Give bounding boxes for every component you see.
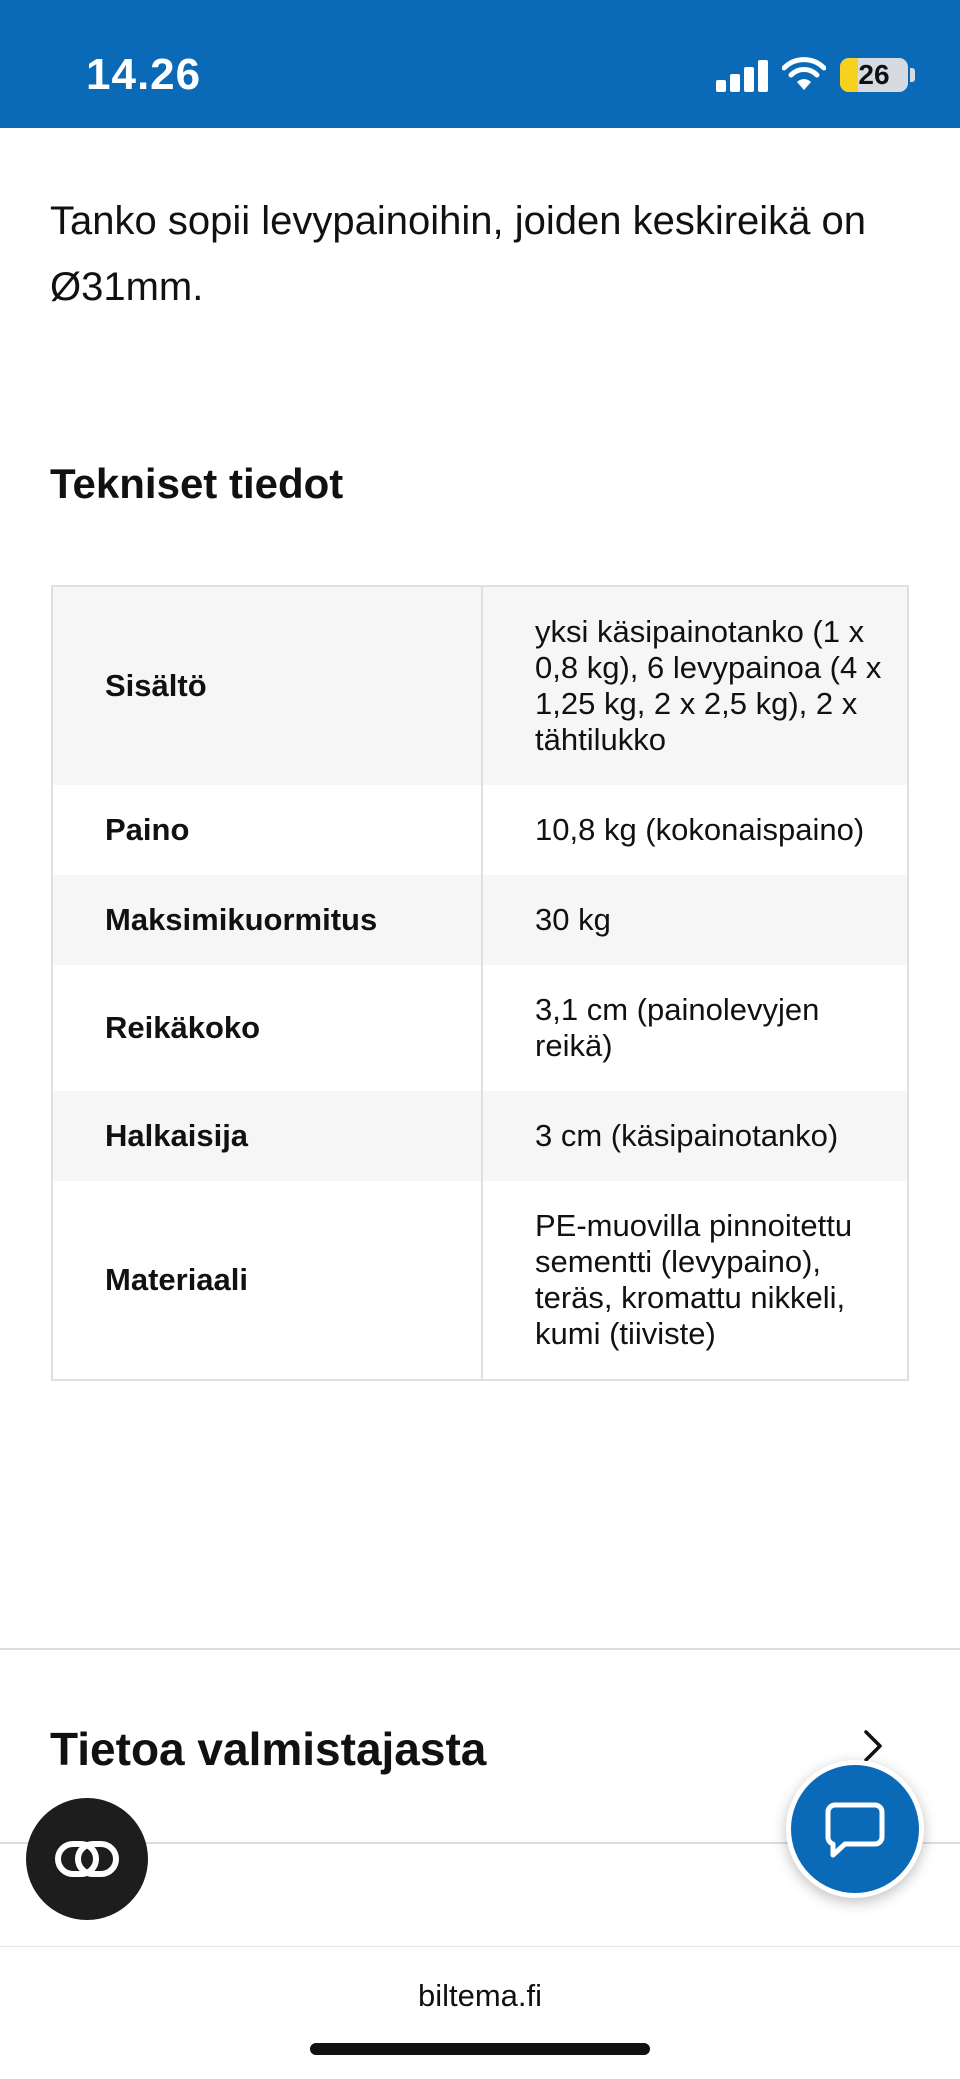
wifi-icon (782, 56, 826, 92)
spec-value: 3 cm (käsipainotanko) (482, 1091, 908, 1181)
chat-bubble-icon (825, 1801, 885, 1859)
manufacturer-title: Tietoa valmistajasta (50, 1723, 487, 1775)
battery-level: 26 (858, 59, 890, 90)
spec-value: 3,1 cm (painolevyjen reikä) (535, 992, 820, 1063)
spec-value: 30 kg (482, 875, 908, 965)
status-time: 14.26 (86, 50, 202, 99)
signal-icon (716, 60, 768, 92)
table-row (52, 875, 908, 965)
spec-label: Reikäkoko (52, 965, 482, 1091)
reader-mode-button[interactable] (26, 1798, 148, 1920)
specs-title: Tekniset tiedot (50, 460, 344, 507)
table-row (52, 586, 908, 785)
spec-label: Paino (52, 785, 482, 875)
chevron-right-icon (862, 1728, 884, 1764)
battery-tip (910, 68, 915, 82)
reader-mode-icon (55, 1841, 119, 1877)
spec-value: 10,8 kg (kokonaispaino) (535, 812, 865, 847)
spec-value: PE-muovilla pinnoitettu sementti (levypaino), teräs, kromattu nikkeli, kumi (tiiviste) (535, 1208, 853, 1351)
home-indicator[interactable] (310, 2043, 650, 2055)
product-description: Tanko sopii levypainoihin, joiden keskireikä on Ø31mm. (50, 199, 867, 309)
spec-label: Maksimikuormitus (52, 875, 482, 965)
specs-table (51, 585, 909, 1381)
spec-label: Halkaisija (52, 1091, 482, 1181)
table-row (52, 785, 908, 875)
chat-button[interactable] (786, 1760, 924, 1898)
url-text: biltema.fi (417, 1978, 543, 2013)
table-row (52, 1181, 908, 1380)
spec-label: Materiaali (52, 1181, 482, 1380)
spec-label: Sisältö (52, 586, 482, 785)
table-row (52, 965, 908, 1091)
battery-icon (840, 58, 908, 92)
table-row (52, 1091, 908, 1181)
spec-value: yksi käsipainotanko (1 x 0,8 kg), 6 levypainoa (4 x 1,25 kg, 2 x 2,5 kg), 2 x tähtilukko (482, 586, 908, 785)
divider (0, 1946, 960, 1947)
status-bar (0, 0, 960, 128)
browser-address-bar[interactable] (0, 1948, 960, 2079)
